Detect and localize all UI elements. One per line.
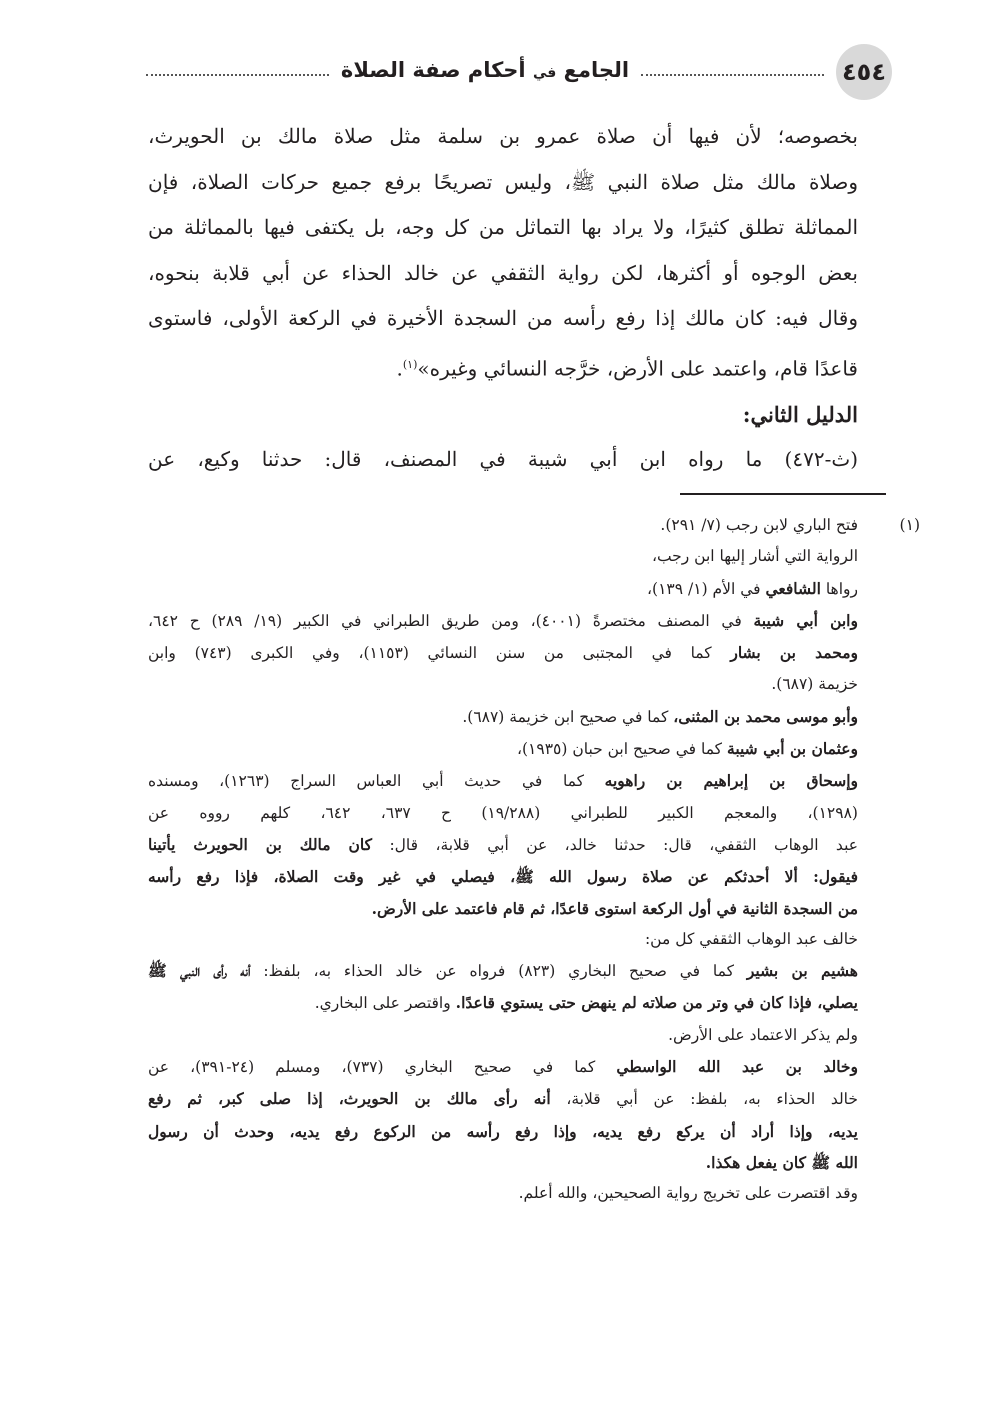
footnote-line <box>148 701 858 733</box>
footnote-line <box>148 573 858 605</box>
fn-bold: وعثمان بن أبي شيبة <box>727 739 858 759</box>
running-header <box>146 58 824 82</box>
footnote-line: من السجدة الثانية في أول الركعة استوى قاعدًا، ثم قام فاعتمد على الأرض. <box>371 898 858 918</box>
footnote-line: يديه، وإذا أراد أن يركع رفع يديه، وإذا رفع رأسه من الركوع رفع يديه، وحدث أن رسول <box>148 1121 858 1141</box>
footnote-line <box>148 955 858 987</box>
main-text <box>148 114 858 483</box>
footnote-text: فتح الباري لابن رجب (٧/ ٢٩١). <box>660 516 858 534</box>
fn-text: عبد الوهاب الثقفي، قال: حدثنا خالد، عن أبي قلابة، قال: <box>389 835 858 854</box>
fn-text: كما في المجتبى من سنن النسائي (١١٥٣)، وفي الكبرى (٧٤٣) وابن <box>148 644 712 663</box>
fn-text: كما في صحيح البخاري (٧٣٧)، ومسلم (٢٤-٣٩١)، عن <box>148 1058 596 1077</box>
footnote-line: (١٢٩٨)، والمعجم الكبير للطبراني (١٩/٢٨٨) ح ٦٣٧، ٦٤٢، كلهم رووه عن <box>148 803 858 822</box>
fn-bold: يصلي، فإذا كان في وتر من صلاته لم ينهض حتى يستوي قاعدًا. <box>455 993 858 1013</box>
fn-text: كما في صحيح ابن خزيمة (٦٨٧). <box>462 707 669 726</box>
footnote-line: فيقول: ألا أحدثكم عن صلاة رسول الله ﷺ، فيصلي في غير وقت الصلاة، فإذا رفع رأسه <box>148 867 858 887</box>
fn-text: واقتصر على البخاري. <box>314 994 451 1013</box>
section-heading: الدليل الثاني: <box>742 401 858 427</box>
body-line: وصلاة مالك مثل صلاة النبي ﷺ، وليس تصريحًا برفع جميع حركات الصلاة، فإن <box>148 169 858 194</box>
title-part-3: أحكام صفة الصلاة <box>340 58 526 82</box>
fn-text: كما في حديث أبي العباس السراج (١٢٦٣)، ومسنده <box>148 772 585 791</box>
fn-bold: وخالد بن عبد الله الواسطي <box>616 1057 858 1077</box>
fn-bold: وأبو موسى محمد بن المثنى، <box>673 706 858 726</box>
header-dots-right <box>641 74 824 76</box>
fn-text: خالد الحذاء به، بلفظ: عن أبي قلابة، <box>566 1090 858 1109</box>
footnotes <box>148 510 920 1210</box>
header-dots-left <box>146 74 329 76</box>
fn-text: رواها <box>825 579 858 598</box>
footnote-line <box>148 510 920 541</box>
fn-bold: هشيم بن بشير <box>746 961 858 981</box>
fn-text: كما في صحيح ابن حبان (١٩٣٥)، <box>516 740 723 759</box>
body-line <box>148 342 858 392</box>
footnote-line <box>148 1051 858 1083</box>
fn-bold: كان مالك بن الحويرث يأتينا <box>148 834 372 854</box>
footnote-line: خزيمة (٦٨٧). <box>771 675 858 694</box>
body-line-text: قاعدًا قام، واعتمد على الأرض، خرَّجه النسائي وغيره» <box>417 356 858 381</box>
footnote-line <box>148 1083 858 1115</box>
footnote-line: الله ﷺ كان يفعل هكذا. <box>705 1152 858 1172</box>
footnote-line: ولم يذكر الاعتماد على الأرض. <box>668 1025 858 1044</box>
book-title <box>341 58 629 82</box>
footnote-line: خالف عبد الوهاب الثقفي كل من: <box>644 929 858 948</box>
footnote-line <box>148 987 858 1019</box>
fn-bold: أنه رأى النبي ﷺ <box>148 961 251 981</box>
body-line: بعض الوجوه أو أكثرها، لكن رواية الثقفي عن خالد الحذاء عن أبي قلابة بنحوه، <box>148 260 858 285</box>
fn-text: في الأم (١/ ١٣٩)، <box>647 579 761 598</box>
footnote-line <box>148 637 858 669</box>
footnote-line: وقد اقتصرت على تخريج رواية الصحيحين، والله أعلم. <box>518 1184 858 1203</box>
footnote-line <box>148 829 858 861</box>
footnote-line <box>148 765 858 797</box>
body-line: المماثلة تطلق كثيرًا، ولا يراد بها التماثل من كل وجه، بل يكتفى فيها بالمماثلة من <box>148 215 859 239</box>
body-line: وقال فيه: كان مالك إذا رفع رأسه من السجدة الأخيرة في الركعة الأولى، فاستوى <box>148 306 858 330</box>
footnote-divider <box>680 493 886 495</box>
title-part-1: الجامع <box>563 58 630 82</box>
footnote-ref: (١) <box>402 357 418 371</box>
fn-bold: أنه رأى مالك بن الحويرث، إذا صلى كبر، ثم رفع <box>148 1089 551 1109</box>
footnote-number: (١) <box>899 516 920 534</box>
fn-text: كما في صحيح البخاري (٨٢٣) فرواه عن خالد الحذاء به، بلفظ: <box>263 962 734 981</box>
fn-bold: ومحمد بن بشار <box>730 643 858 663</box>
title-part-2: في <box>532 65 557 81</box>
fn-bold: وابن أبي شيبة <box>753 610 858 630</box>
footnote-line <box>148 733 858 765</box>
page-number: ٤٥٤ <box>836 44 892 100</box>
body-line: (ث-٤٧٢) ما رواه ابن أبي شيبة في المصنف، قال: حدثنا وكيع، عن <box>148 447 858 472</box>
fn-bold: الشافعي <box>765 578 821 598</box>
fn-text: في المصنف مختصرةً (٤٠٠١)، ومن طريق الطبراني في الكبير (١٩/ ٢٨٩) ح ٦٤٢، <box>148 611 742 630</box>
footnote-line: الرواية التي أشار إليها ابن رجب، <box>651 547 858 566</box>
fn-bold: وإسحاق بن إبراهيم بن راهويه <box>604 771 858 791</box>
body-line-end: . <box>396 356 403 381</box>
body-line: بخصوصه؛ لأن فيها أن صلاة عمرو بن سلمة مثل صلاة مالك بن الحويرث، <box>148 124 858 148</box>
footnote-line <box>148 605 858 637</box>
